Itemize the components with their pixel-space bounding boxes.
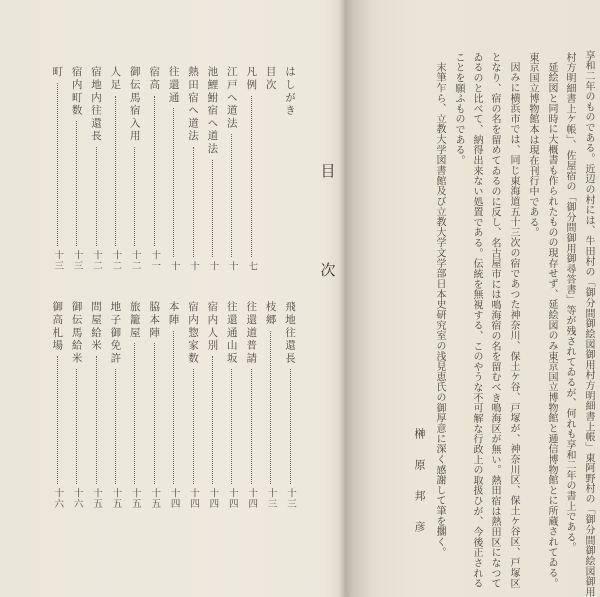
toc-entry xyxy=(244,301,258,509)
toc-entry-page: 十 xyxy=(226,260,238,271)
toc-entry-title: 熱田宿へ道法 xyxy=(187,66,199,143)
toc-entry-title: 宿内惣家数 xyxy=(187,301,199,365)
toc-entry-title: 御伝馬給米 xyxy=(70,301,83,365)
dot-leader xyxy=(270,331,271,484)
toc-entry xyxy=(167,66,181,271)
toc-entry xyxy=(205,301,219,509)
toc-entry-title: 御伝馬宿入用 xyxy=(128,66,141,143)
toc-entry-title: 宿内町数 xyxy=(70,66,83,118)
toc-entry-page: 十 xyxy=(168,260,180,271)
dot-leader xyxy=(115,96,116,246)
toc-entry-page: 十六 xyxy=(71,488,83,509)
dot-leader xyxy=(154,96,155,246)
toc-entry-page: 十五 xyxy=(149,488,161,509)
toc-entry-title: 凡例 xyxy=(245,66,258,92)
toc-entry xyxy=(283,66,297,271)
toc-entry xyxy=(70,301,84,509)
toc-entry-page: 十五 xyxy=(129,488,141,509)
toc-entry xyxy=(50,301,64,509)
toc-entry-page: 七 xyxy=(246,260,258,271)
toc-entry-title: 旅籠屋 xyxy=(128,301,141,340)
dot-leader xyxy=(134,343,135,484)
toc-entry-title: 往還道普請 xyxy=(245,301,258,365)
toc-entry-title: 地子御免許 xyxy=(109,301,122,365)
toc-entry xyxy=(225,66,239,271)
toc-entry-page: 十六 xyxy=(52,488,64,509)
toc-entry-page: 十四 xyxy=(246,488,258,509)
dot-leader xyxy=(290,369,291,484)
toc-entry xyxy=(186,66,200,271)
toc-entry-page: 十二 xyxy=(129,250,141,271)
toc-entry xyxy=(167,301,181,509)
author-signature: 榊原邦彦 xyxy=(413,428,426,552)
toc-entry-page: 十三 xyxy=(71,250,83,271)
toc-entry-page: 十二 xyxy=(110,250,122,271)
toc-entry xyxy=(108,66,122,271)
dot-leader xyxy=(251,96,252,257)
toc-entry xyxy=(70,66,84,271)
toc-entry-title: 宿高 xyxy=(148,66,161,92)
dot-leader xyxy=(115,369,116,484)
toc-entry xyxy=(186,301,200,509)
toc-entry-page: 十二 xyxy=(91,250,102,271)
toc-entry xyxy=(147,301,161,509)
toc-entry-title: 江戸へ道法 xyxy=(225,66,238,130)
preface-line: ゐるのと比べて、納得出来ない処置である。伝統を無視する、このやうな不可解な行政上の取扱ひが、今後正される xyxy=(471,52,482,589)
toc-entry xyxy=(244,66,258,271)
dot-leader xyxy=(231,369,232,484)
toc-entry-title: 御高札場 xyxy=(51,301,64,353)
toc-entry-title: 問屋給米 xyxy=(90,301,102,353)
toc-entry-title: 往還通山坂 xyxy=(225,301,238,365)
toc-entry-page: 十五 xyxy=(91,488,102,509)
preface-line: 末筆乍ら、立教大学図書館及び立教大学文学部日本史研究室の浅見恵氏の御厚意に深く感謝して筆を擱く。 xyxy=(434,62,445,558)
dot-leader xyxy=(212,160,213,257)
toc-entry-title: 脇本陣 xyxy=(148,301,161,340)
preface-line: 延絵図と同時に大概書も作られたものの現存せず、延絵図のみ東京国立博物館と逓信博物館とに所蔵されてゐる。 xyxy=(546,62,557,589)
toc-entry xyxy=(264,301,278,509)
toc-entry xyxy=(89,66,103,271)
dot-leader xyxy=(173,331,174,484)
dot-leader xyxy=(134,147,135,246)
dot-leader xyxy=(96,356,97,484)
dot-leader xyxy=(193,369,194,484)
toc-entry xyxy=(128,301,142,509)
toc-entry-title: 枝郷 xyxy=(264,301,277,327)
toc-entry-page: 十四 xyxy=(188,488,199,509)
toc-entry-page: 十三 xyxy=(265,488,277,509)
dot-leader xyxy=(76,121,77,246)
dot-leader xyxy=(173,108,174,256)
toc-entry-title: 町 xyxy=(51,66,64,79)
dot-leader xyxy=(57,83,58,246)
toc-heading-char: 目 xyxy=(320,162,336,180)
dot-leader xyxy=(76,369,77,484)
preface-line: 村方明細書上ケ帳」、佐屋宿の「御分間御用御尋答書」等が残されてゐるが、何れも享和二年の書上である。 xyxy=(564,52,575,553)
preface-line: ことを願ふものである。 xyxy=(453,52,464,166)
toc-entry xyxy=(89,301,103,509)
preface-line: 因みに横浜市では、同じ東海道五十三次の宿であつた神奈川、保土ケ谷、戸塚が、神奈川区、保土ケ谷区、戸塚区 xyxy=(508,62,519,589)
toc-entry-title: はしがき xyxy=(284,66,296,118)
toc-entry-page: 十四 xyxy=(168,488,180,509)
toc-entry-title: 池鯉鮒宿へ道法 xyxy=(206,66,219,156)
preface-line: となり、宿の名を留めてゐるのに反し、名古屋市には鳴海宿の名を留むべき鳴海区が無い。熱田宿は熱田区になつて xyxy=(489,52,500,589)
toc-entry xyxy=(108,301,122,509)
preface-line: 享和二年のものである。近辺の村には、牛田村の「御分間御絵図御用村方明細書上帳」東阿野村の「御分間御絵図御用 xyxy=(583,50,594,597)
dot-leader xyxy=(231,134,232,257)
toc-entry-title: 宿地内往還長 xyxy=(90,66,102,143)
toc-entry xyxy=(147,66,161,271)
toc-entry xyxy=(128,66,142,271)
toc-entry-title: 往還通 xyxy=(167,66,180,105)
toc-entry xyxy=(50,66,64,271)
dot-leader xyxy=(96,147,97,246)
dot-leader xyxy=(154,343,155,484)
dot-leader xyxy=(193,147,194,257)
toc-entry xyxy=(283,301,297,509)
toc-entry-page: 十三 xyxy=(52,250,64,271)
toc-entry-page: 十一 xyxy=(149,250,161,271)
toc-entry-page: 十 xyxy=(188,260,199,271)
toc-entry-page: 十 xyxy=(207,260,219,271)
toc-entry xyxy=(225,301,239,509)
toc-entry-title: 本陣 xyxy=(167,301,180,327)
toc-entry xyxy=(205,66,219,271)
toc-entry-page: 十四 xyxy=(226,488,238,509)
toc-entry-title: 飛地往還長 xyxy=(284,301,296,365)
toc-entry-page: 十三 xyxy=(285,488,296,509)
toc-entry-title: 宿内人別 xyxy=(206,301,219,353)
toc-entry-title: 人足 xyxy=(109,66,122,92)
toc-heading-char: 次 xyxy=(320,261,336,279)
toc-entry xyxy=(264,66,278,271)
toc-entry-page: 十四 xyxy=(207,488,219,509)
dot-leader xyxy=(57,356,58,484)
dot-leader xyxy=(251,369,252,484)
preface-line: 東京国立博物館本は現在刊行中である。 xyxy=(527,52,538,238)
toc-heading xyxy=(318,160,338,280)
toc-entry-title: 目次 xyxy=(264,66,277,92)
dot-leader xyxy=(212,356,213,484)
toc-entry-page: 十五 xyxy=(110,488,122,509)
